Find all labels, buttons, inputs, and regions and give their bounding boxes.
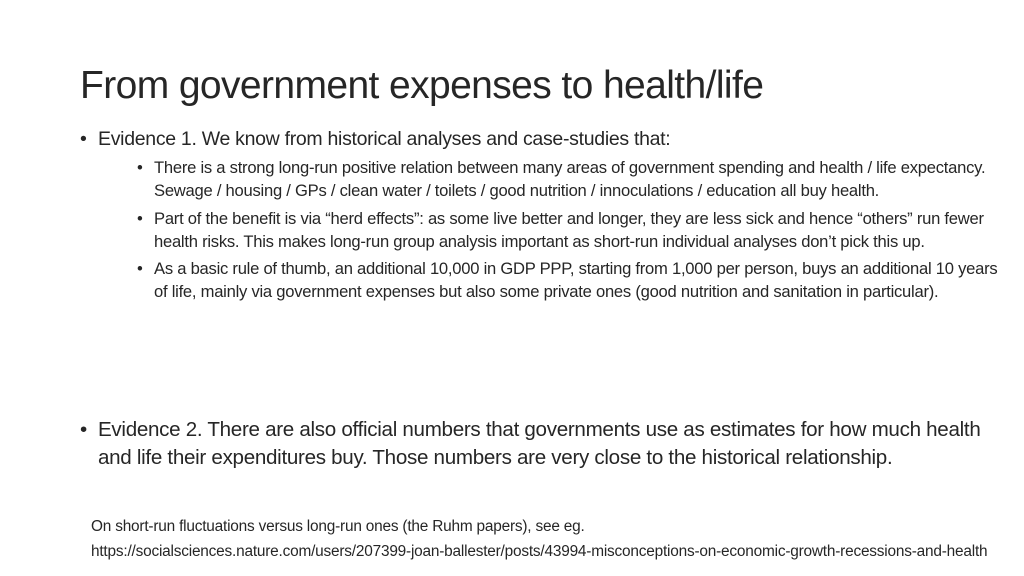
slide-title: From government expenses to health/life (80, 64, 764, 107)
bullet-icon: • (80, 128, 87, 150)
subpoint-text: There is a strong long-run positive relation between many areas of government spending and health / life expectancy. Sewage / housing / GPs / clean water / toilets / good nutrition / innoculations / education all buy health. (154, 158, 986, 201)
subpoint-text: As a basic rule of thumb, an additional 10,000 in GDP PPP, starting from 1,000 per person, buys an additional 10 years of life, mainly via government expenses but also some private ones (good nutrition and sanitation in particular). (154, 259, 998, 302)
subpoint-text: Part of the benefit is via “herd effects”: as some live better and longer, they are less sick and hence “others” run fewer health risks. This makes long-run group analysis important as short-run individual analyses don’t pick this up. (154, 208, 984, 251)
evidence-2-text: Evidence 2. There are also official numbers that governments use as estimates for how much health and life their expenditures buy. Those numbers are very close to the historical relationship. (98, 418, 981, 469)
footnote-text: On short-run fluctuations versus long-run ones (the Ruhm papers), see eg. (91, 518, 585, 535)
footnote-link[interactable]: https://socialsciences.nature.com/users/207399-joan-ballester/posts/43994-misconceptions-on-economic-growth-recessions-and-health (91, 543, 988, 560)
subpoint-item (137, 207, 1000, 254)
evidence-2-bullet (80, 416, 998, 472)
subpoint-item (137, 156, 1000, 203)
slide-content (80, 126, 1000, 308)
bullet-icon: • (137, 208, 143, 228)
bullet-icon: • (80, 418, 87, 441)
footnote (91, 514, 1021, 564)
evidence-1-text: Evidence 1. We know from historical analyses and case-studies that: (98, 128, 671, 150)
subpoint-item (137, 257, 1000, 304)
bullet-list (80, 126, 1000, 304)
evidence-1-bullet (80, 126, 1000, 304)
bullet-icon: • (137, 158, 143, 177)
bullet-icon: • (137, 259, 143, 279)
evidence-1-subpoints (137, 156, 1000, 304)
